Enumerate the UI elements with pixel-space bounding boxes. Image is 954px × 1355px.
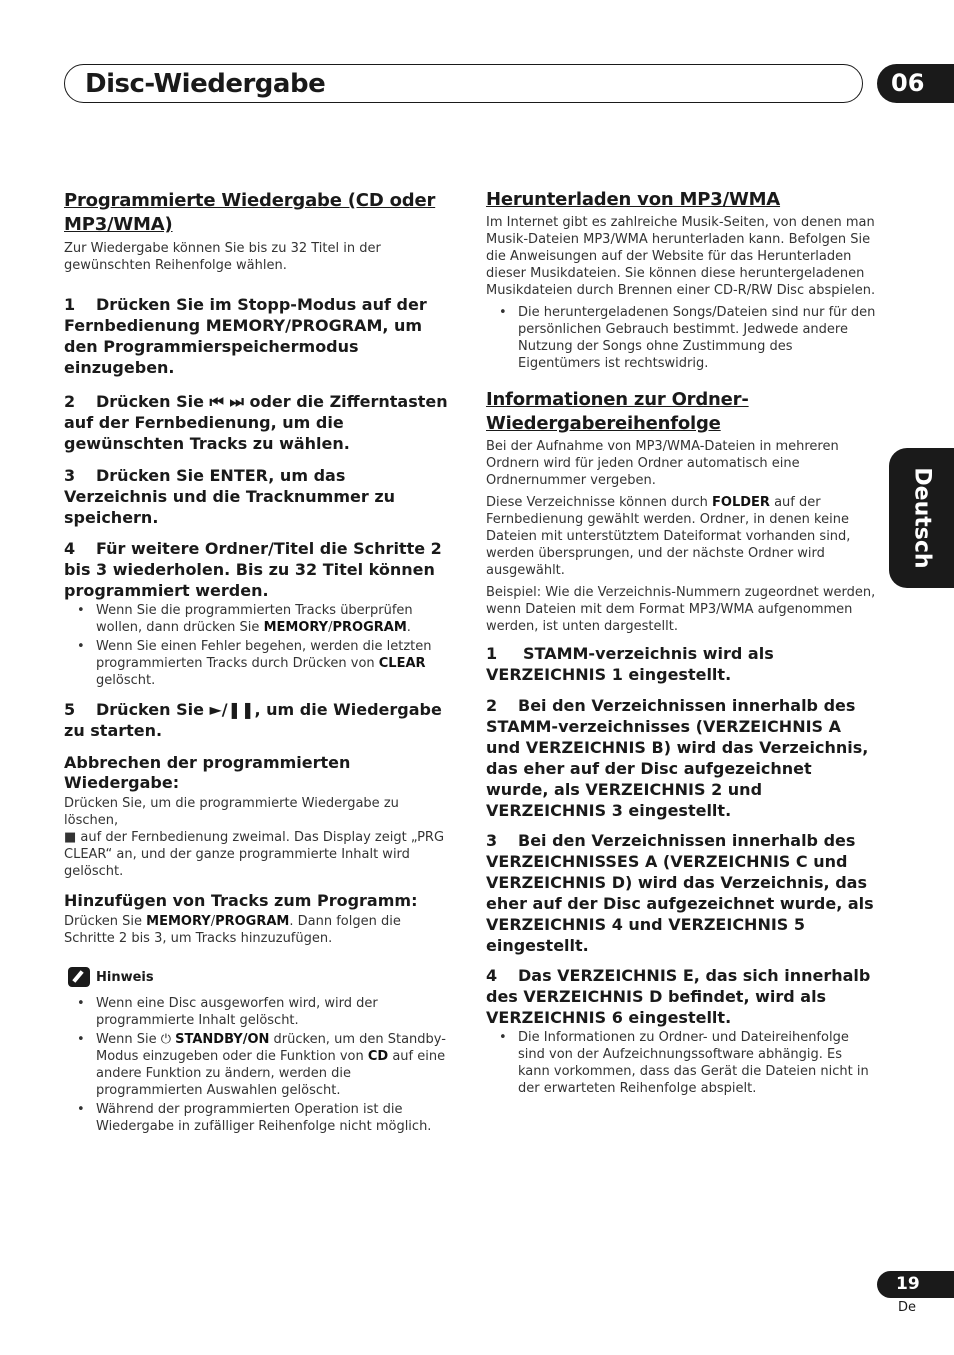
- page-language-code: De: [898, 1300, 917, 1315]
- step-number: 5: [64, 700, 76, 719]
- folder-step-2: 2 Bei den Verzeichnissen innerhalb des STAMM-verzeichnisses (VERZEICHNIS A und VERZEICHNIS B) wird das Verzeichnis, das eher auf der Disc aufgezeichnet wurde, als VERZEICHNIS 2 und VERZEICHNIS 3 eingestellt.: [486, 696, 869, 820]
- step-text: Für weitere Ordner/Titel die Schritte 2 bis 3 wiederholen. Bis zu 32 Titel können programmiert werden.: [64, 539, 442, 600]
- list-item: • Wenn Sie einen Fehler begehen, werden die letzten programmierten Tracks durch Drücken von CLEAR gelöscht.: [64, 638, 454, 689]
- list-item: • Die heruntergeladenen Songs/Dateien sind nur für den persönlichen Gebrauch bestimmt. Jedwede andere Nutzung der Songs ohne Zustimmung des Eigentümers ist rechtswidrig.: [486, 304, 876, 372]
- add-tracks-heading: Hinzufügen von Tracks zum Programm:: [64, 891, 418, 910]
- power-icon: ⏻: [160, 1032, 171, 1047]
- section-heading-programmed-playback: Programmierte Wiedergabe (CD oder MP3/WMA): [64, 190, 436, 235]
- add-tracks-text: Drücken Sie MEMORY/PROGRAM. Dann folgen die Schritte 2 bis 3, um Tracks hinzuzufügen.: [64, 914, 401, 946]
- step-4: [64, 538, 454, 601]
- list-item: • Die Informationen zu Ordner- und Dateireihenfolge sind von der Aufzeichnungssoftware abhängig. Es kann vorkommen, dass das Gerät die Dateien nicht in der erwarteten Reihenfolge abspielt.: [486, 1029, 876, 1097]
- list-item: • Wenn Sie die programmierten Tracks überprüfen wollen, dann drücken Sie MEMORY/PROGRAM.: [64, 602, 454, 636]
- language-tab-label: Deutsch: [909, 467, 934, 569]
- note-list: [64, 995, 454, 1135]
- section-heading-download: Herunterladen von MP3/WMA: [486, 189, 781, 210]
- step-3: [64, 465, 454, 528]
- folder-paragraph-2: Diese Verzeichnisse können durch FOLDER auf der Fernbedienung gewählt werden. Ordner, in denen keine Dateien mit unterstütztem Dateiformat vorhanden sind, werden übersprungen, und der nächste Ordner wird ausgewählt.: [486, 495, 851, 578]
- list-item: • Wenn Sie ⏻ STANDBY/ON drücken, um den Standby-Modus einzugeben oder die Funktion von CD auf eine andere Funktion zu ändern, werden die programmierten Auswahlen gelöscht.: [64, 1031, 454, 1099]
- list-item: • Wenn eine Disc ausgeworfen wird, wird der programmierte Inhalt gelöscht.: [64, 995, 454, 1029]
- chapter-number-badge: 06: [877, 64, 954, 103]
- step-number: 1: [64, 295, 76, 314]
- step-4-bullets: [64, 602, 454, 689]
- step-text-a: Drücken Sie: [96, 700, 210, 719]
- cancel-heading: Abbrechen der programmierten Wiedergabe:: [64, 753, 351, 792]
- folder-bullets: [486, 1029, 876, 1097]
- page-number: 19: [877, 1271, 954, 1298]
- step-text: Drücken Sie im Stopp-Modus auf der Fernbedienung MEMORY/PROGRAM, um den Programmierspeichermodus einzugeben.: [64, 295, 427, 377]
- step-text-b: , um die Wiedergabe zu starten.: [64, 700, 442, 740]
- pencil-note-icon: [68, 967, 90, 987]
- stop-icon: ■: [64, 830, 77, 845]
- left-column: [64, 188, 454, 1137]
- cancel-text: Drücken Sie, um die programmierte Wiedergabe zu löschen, ■ auf der Fernbedienung zweimal. Das Display zeigt „PRG CLEAR“ an, und der ganze programmierte Inhalt wird gelöscht.: [64, 796, 445, 879]
- download-bullets: [486, 304, 876, 372]
- step-1: [64, 294, 454, 378]
- play-pause-icon: ►/❚❚: [209, 700, 255, 719]
- step-number: 2: [64, 392, 76, 411]
- note-header: [68, 967, 454, 987]
- folder-paragraph-3: Beispiel: Wie die Verzeichnis-Nummern zugeordnet werden, wenn Dateien mit dem Format MP3/WMA aufgenommen werden, ist unten dargestellt.: [486, 585, 876, 634]
- programmed-playback-intro: Zur Wiedergabe können Sie bis zu 32 Titel in der gewünschten Reihenfolge wählen.: [64, 241, 381, 273]
- folder-step-3: 3 Bei den Verzeichnissen innerhalb des VERZEICHNISSES A (VERZEICHNIS C und VERZEICHNIS D) wird das Verzeichnis, das eher auf der Disc aufgezeichnet wurde, als VERZEICHNIS 4 und VERZEICHNIS 5 eingestellt.: [486, 831, 874, 955]
- step-2: [64, 391, 454, 454]
- list-item: • Während der programmierten Operation ist die Wiedergabe in zufälliger Reihenfolge nicht möglich.: [64, 1101, 454, 1135]
- folder-step-4: 4 Das VERZEICHNIS E, das sich innerhalb des VERZEICHNIS D befindet, wird als VERZEICHNIS 6 eingestellt.: [486, 966, 871, 1027]
- language-tab: [889, 448, 954, 588]
- right-column: [486, 188, 876, 1099]
- folder-paragraph-1: Bei der Aufnahme von MP3/WMA-Dateien in mehreren Ordnern wird für jeden Ordner automatisch eine Ordnernummer vergeben.: [486, 439, 839, 488]
- download-text: Im Internet gibt es zahlreiche Musik-Seiten, von denen man Musik-Dateien MP3/WMA herunterladen kann. Befolgen Sie die Anweisungen auf der Website für das Herunterladen dieser Musikdateien. Sie können diese heruntergeladenen Musikdateien durch Brennen einer CD-R/RW Disc abspielen.: [486, 215, 876, 298]
- page-title: Disc-Wiedergabe: [85, 69, 326, 99]
- step-5: [64, 699, 454, 741]
- note-label: Hinweis: [96, 969, 154, 985]
- step-text-a: Drücken Sie: [96, 392, 210, 411]
- step-text-b: oder die Zifferntasten auf der Fernbedienung, um die gewünschten Tracks zu wählen.: [64, 392, 448, 453]
- step-number: 4: [64, 539, 76, 558]
- skip-icons: ⏮ ⏭: [209, 392, 244, 411]
- folder-step-1: 1 STAMM-verzeichnis wird als VERZEICHNIS 1 eingestellt.: [486, 644, 774, 684]
- section-heading-folder-order: Informationen zur Ordner-Wiedergabereihenfolge: [486, 389, 749, 434]
- step-number: 3: [64, 466, 76, 485]
- step-text: Drücken Sie ENTER, um das Verzeichnis und die Tracknummer zu speichern.: [64, 466, 396, 527]
- chapter-header: [64, 64, 863, 103]
